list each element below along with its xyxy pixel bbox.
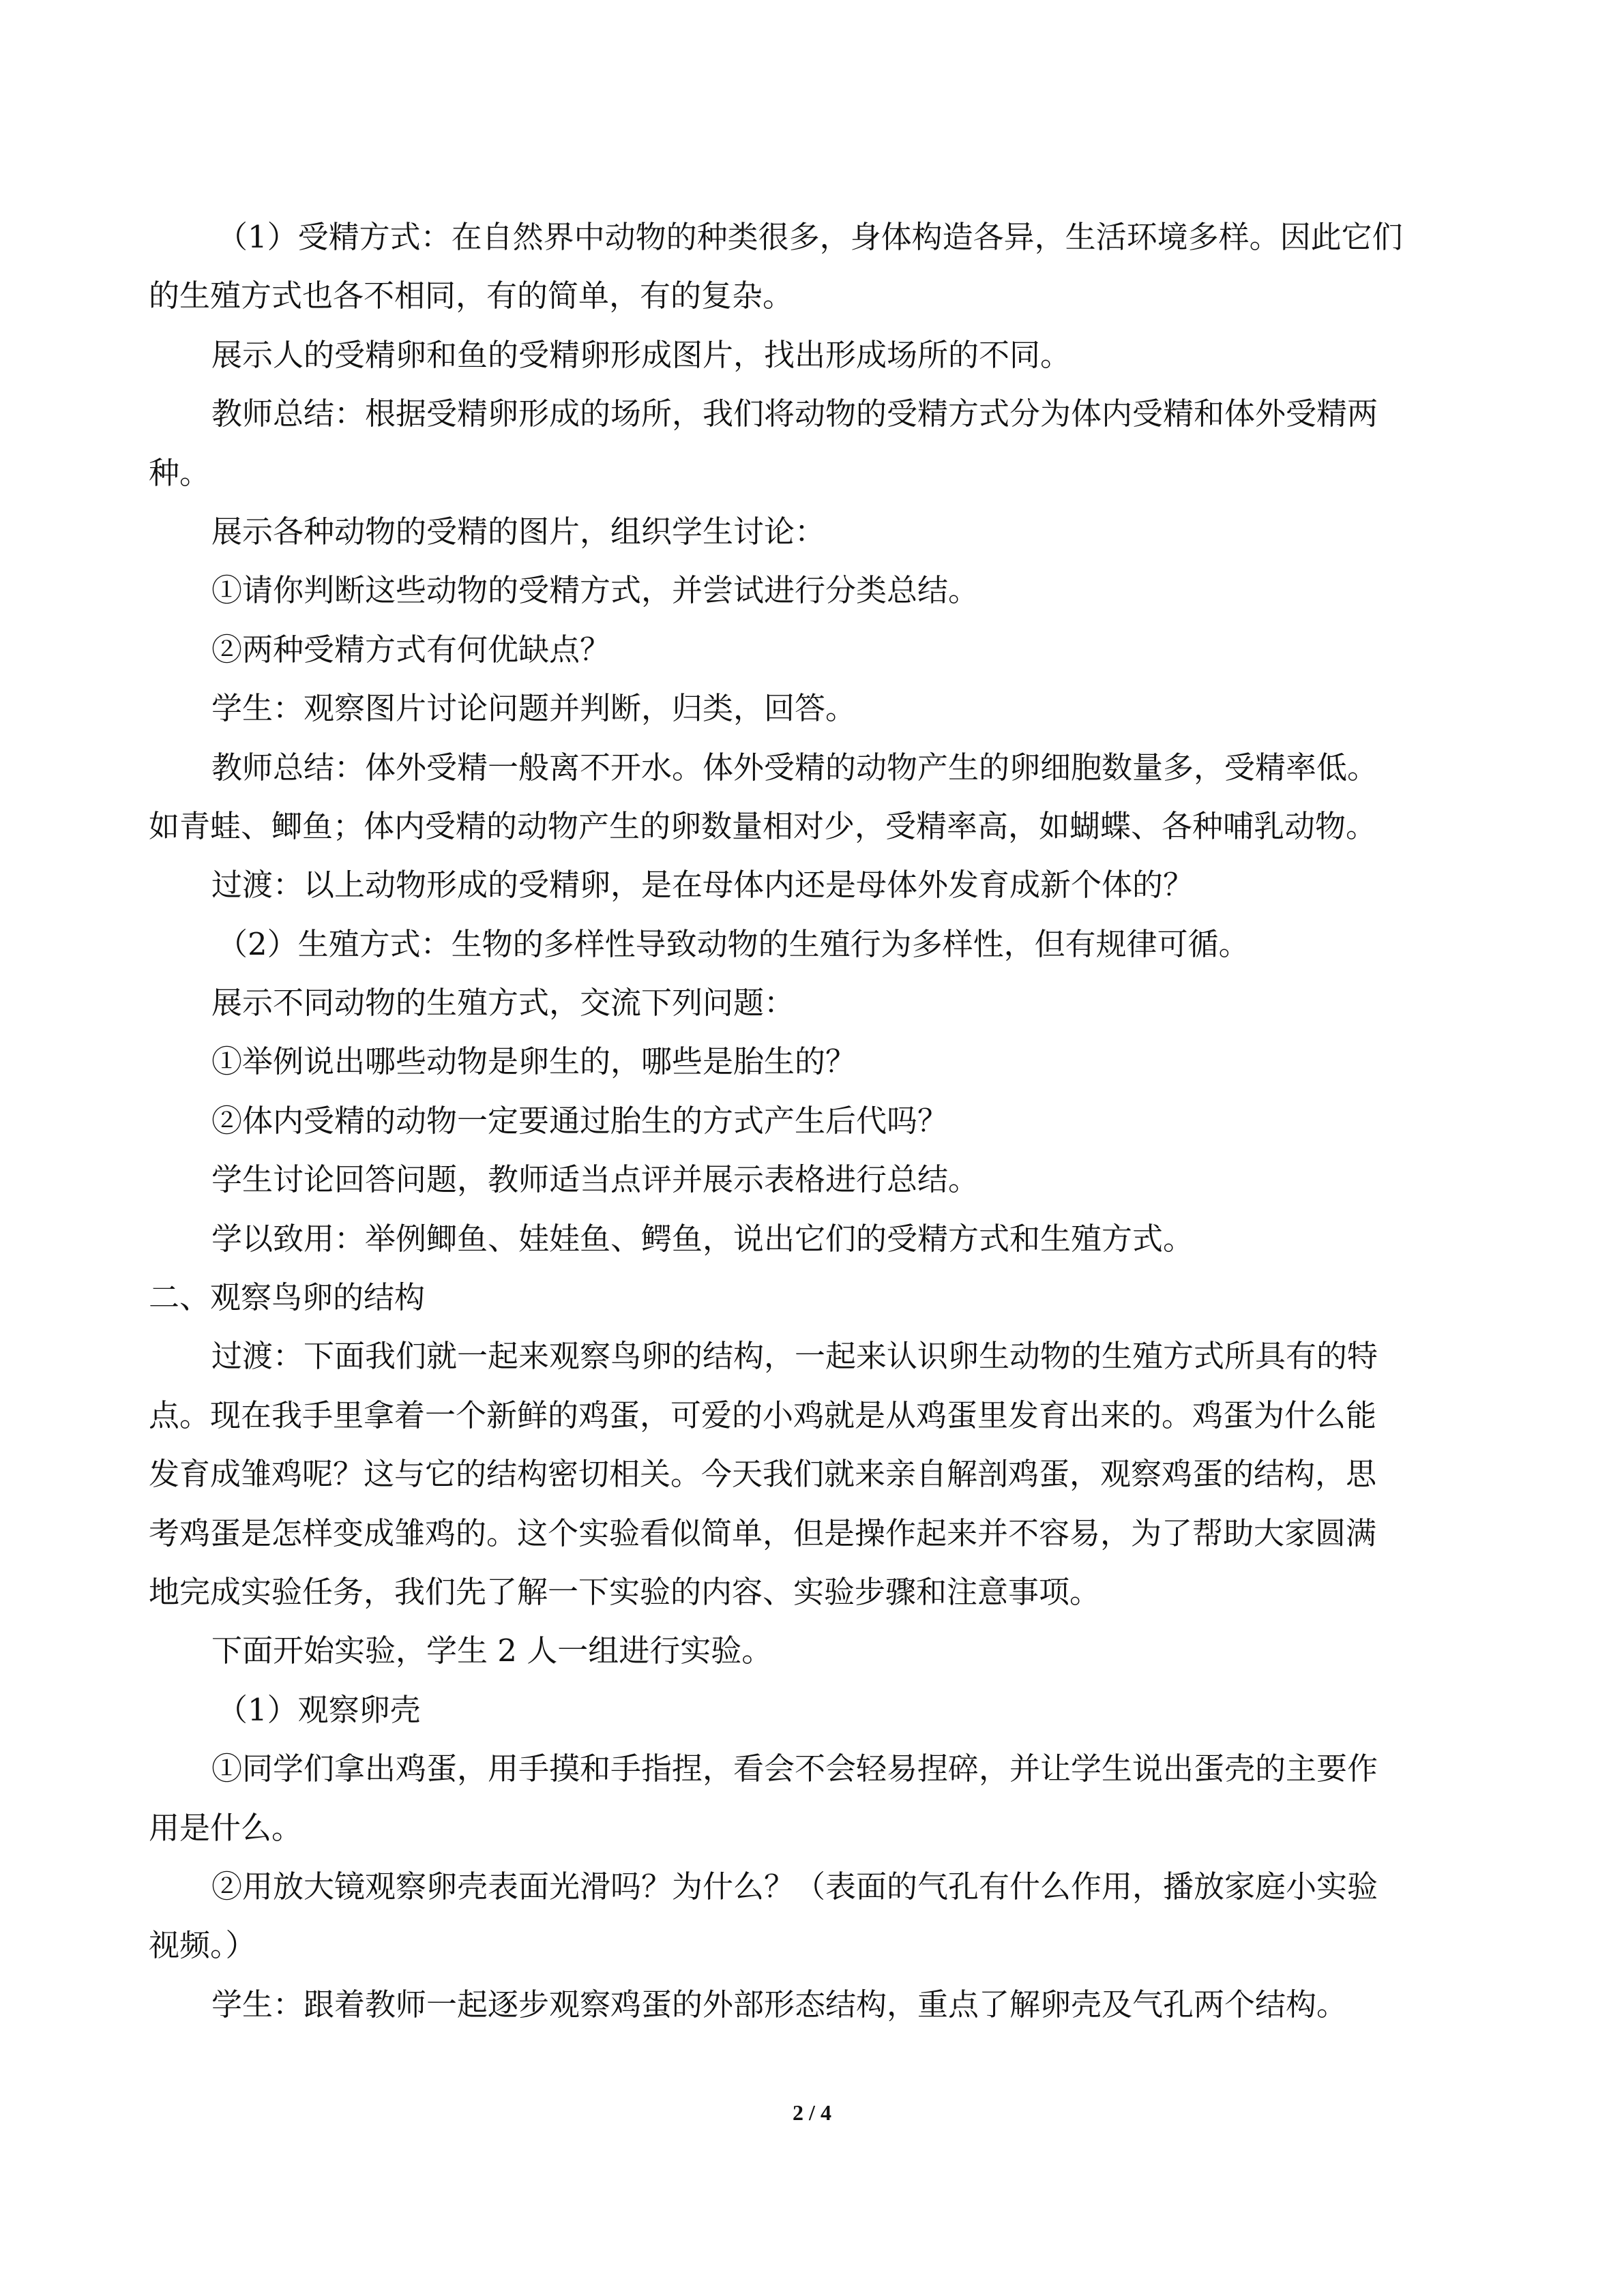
- text-line: 教师总结：体外受精一般离不开水。体外受精的动物产生的卵细胞数量多，受精率低。: [211, 749, 1378, 786]
- text-line: ①请你判断这些动物的受精方式，并尝试进行分类总结。: [211, 572, 979, 609]
- page-number: 2 / 4: [793, 2100, 831, 2125]
- text-line: ②用放大镜观察卵壳表面光滑吗？为什么？（表面的气孔有什么作用，播放家庭小实验: [211, 1868, 1378, 1905]
- text-line: 下面开始实验，学生 2 人一组进行实验。: [211, 1632, 773, 1669]
- text-line: 地完成实验任务，我们先了解一下实验的内容、实验步骤和注意事项。: [149, 1573, 1101, 1610]
- text-line: （1）观察卵壳: [217, 1691, 421, 1728]
- document-body: [149, 208, 1465, 2034]
- text-line: 教师总结：根据受精卵形成的场所，我们将动物的受精方式分为体内受精和体外受精两: [211, 396, 1378, 432]
- text-line: 用是什么。: [149, 1809, 303, 1846]
- text-line: ②体内受精的动物一定要通过胎生的方式产生后代吗？: [211, 1102, 949, 1139]
- text-line: ①同学们拿出鸡蛋，用手摸和手指捏，看会不会轻易捏碎，并让学生说出蛋壳的主要作: [211, 1750, 1378, 1787]
- text-line: 考鸡蛋是怎样变成雏鸡的。这个实验看似简单，但是操作起来并不容易，为了帮助大家圆满: [149, 1515, 1377, 1551]
- text-line: 视频。）: [149, 1927, 256, 1964]
- text-line: 的生殖方式也各不相同，有的简单，有的复杂。: [149, 278, 794, 314]
- text-line: 展示人的受精卵和鱼的受精卵形成图片，找出形成场所的不同。: [211, 336, 1072, 373]
- text-line: 过渡：以上动物形成的受精卵，是在母体内还是母体外发育成新个体的？: [211, 867, 1194, 904]
- text-line: 种。: [149, 454, 211, 491]
- text-line: （1）受精方式：在自然界中动物的种类很多，身体构造各异，生活环境多样。因此它们: [217, 219, 1403, 255]
- text-line: 如青蛙、鲫鱼；体内受精的动物产生的卵数量相对少，受精率高，如蝴蝶、各种哺乳动物。: [149, 807, 1377, 844]
- text-line: 发育成雏鸡呢？这与它的结构密切相关。今天我们就来亲自解剖鸡蛋，观察鸡蛋的结构，思: [149, 1456, 1377, 1493]
- text-line: 学生：观察图片讨论问题并判断，归类，回答。: [211, 690, 857, 727]
- text-line: 点。现在我手里拿着一个新鲜的鸡蛋，可爱的小鸡就是从鸡蛋里发育出来的。鸡蛋为什么能: [149, 1397, 1377, 1433]
- text-line: 过渡：下面我们就一起来观察鸟卵的结构，一起来认识卵生动物的生殖方式所具有的特: [211, 1338, 1378, 1375]
- text-line: 展示各种动物的受精的图片，组织学生讨论：: [211, 513, 826, 550]
- text-line: （2）生殖方式：生物的多样性导致动物的生殖行为多样性，但有规律可循。: [217, 925, 1250, 962]
- text-line: 二、观察鸟卵的结构: [149, 1279, 426, 1316]
- text-line: ①举例说出哪些动物是卵生的，哪些是胎生的？: [211, 1043, 857, 1080]
- text-line: 学生：跟着教师一起逐步观察鸡蛋的外部形态结构，重点了解卵壳及气孔两个结构。: [211, 1986, 1348, 2023]
- text-line: 展示不同动物的生殖方式，交流下列问题：: [211, 985, 795, 1022]
- text-line: ②两种受精方式有何优缺点？: [211, 631, 611, 668]
- text-line: 学以致用：举例鲫鱼、娃娃鱼、鳄鱼，说出它们的受精方式和生殖方式。: [211, 1220, 1194, 1257]
- text-line: 学生讨论回答问题，教师适当点评并展示表格进行总结。: [211, 1161, 979, 1198]
